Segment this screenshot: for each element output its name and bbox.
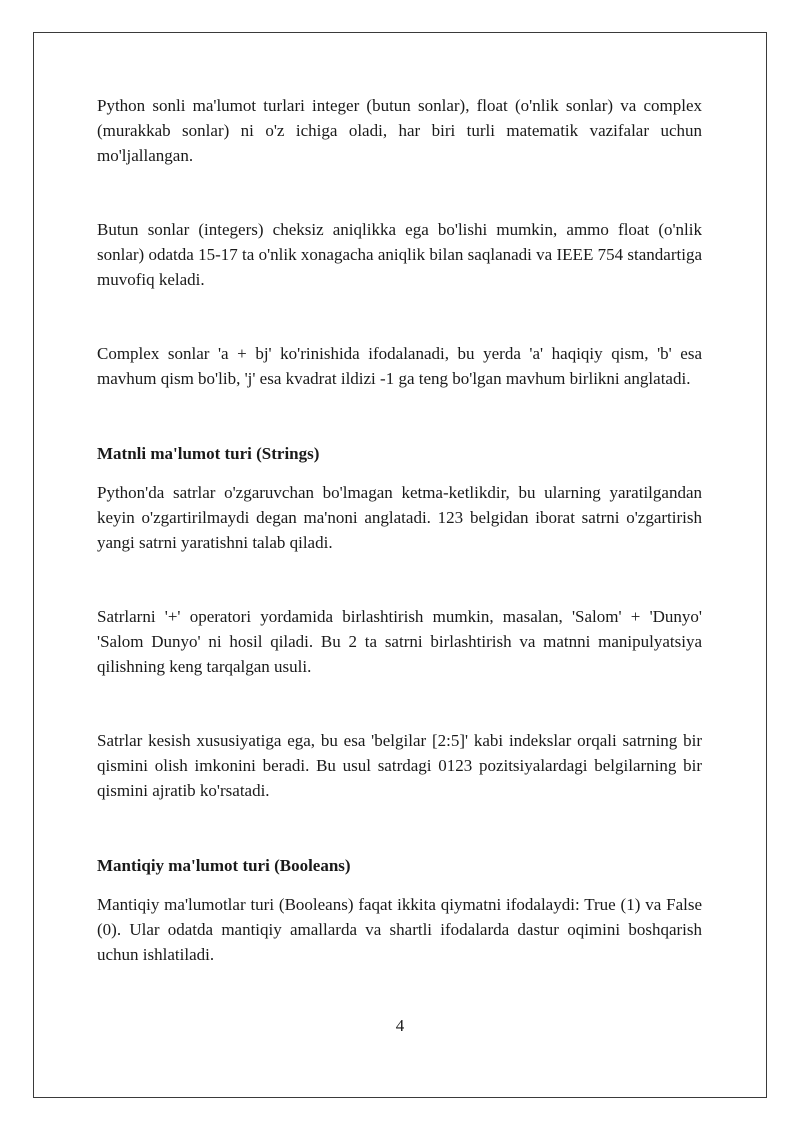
heading-booleans: Mantiqiy ma'lumot turi (Booleans): [97, 856, 351, 875]
paragraph-strings-concatenation: Satrlarni '+' operatori yordamida birlashtirish mumkin, masalan, 'Salom' + 'Dunyo' 'Salom Dunyo' ni hosil qiladi. Bu 2 ta satrni birlashtirish va matnni manipulyatsiya qilishning keng tarqalgan usuli.: [97, 607, 702, 676]
paragraph-integer-float-precision: Butun sonlar (integers) cheksiz aniqlikka ega bo'lishi mumkin, ammo float (o'nlik sonlar) odatda 15-17 ta o'nlik xonagacha aniqlik bilan saqlanadi va IEEE 754 standartiga muvofiq keladi.: [97, 220, 702, 289]
paragraph-strings-slicing: Satrlar kesish xususiyatiga ega, bu esa 'belgilar [2:5]' kabi indekslar orqali satrning bir qismini olish imkonini beradi. Bu usul satrdagi 0123 pozitsiyalardagi belgilarning bir qismini ajratib ko'rsatadi.: [97, 731, 702, 800]
document-body: [97, 93, 702, 967]
paragraph-booleans: Mantiqiy ma'lumotlar turi (Booleans) faqat ikkita qiymatni ifodalaydi: True (1) va False (0). Ular odatda mantiqiy amallarda va shartli ifodalarda dastur oqimini boshqarish uchun ishlatiladi.: [97, 895, 702, 964]
page-number: 4: [395, 1016, 405, 1035]
paragraph-complex-numbers: Complex sonlar 'a + bj' ko'rinishida ifodalanadi, bu yerda 'a' haqiqiy qism, 'b' esa mavhum qism bo'lib, 'j' esa kvadrat ildizi -1 ga teng bo'lgan mavhum birlikni anglatadi.: [97, 344, 702, 388]
heading-strings: Matnli ma'lumot turi (Strings): [97, 444, 320, 463]
paragraph-strings-immutable: Python'da satrlar o'zgaruvchan bo'lmagan ketma-ketlikdir, bu ularning yaratilgandan keyin o'zgartirilmaydi degan ma'noni anglatadi. 123 belgidan iborat satrni o'zgartirish yangi satrni yaratishni talab qiladi.: [97, 483, 702, 552]
paragraph-numeric-types: Python sonli ma'lumot turlari integer (butun sonlar), float (o'nlik sonlar) va complex (murakkab sonlar) ni o'z ichiga oladi, har biri turli matematik vazifalar uchun mo'ljallangan.: [97, 96, 702, 165]
